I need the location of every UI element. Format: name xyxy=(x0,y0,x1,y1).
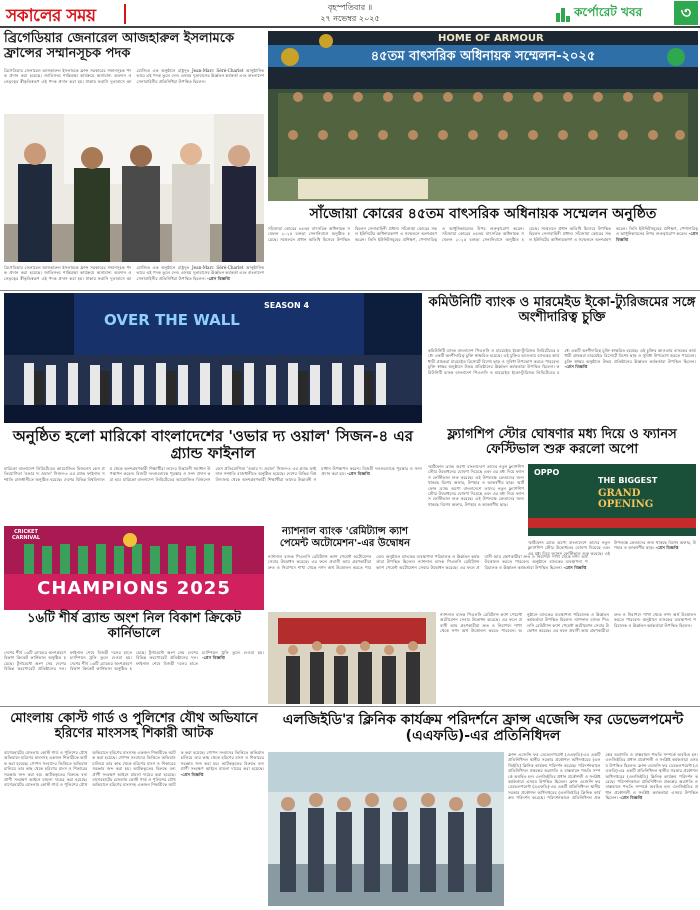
a9-headline: এলজিইডি'র ক্লিনিক কার্যক্রম পরিদর্শনে ফ্রান্স এজেন্সি ফর ডেভেলপমেন্ট (এএফডি)-এর প্রতিনিধিদল xyxy=(282,712,684,745)
a2-body: সাঁজোয়া কোরের ৪৫তম বাৎসরিক অধিনায়ক সম্মেলন ২০২৫ বগুড়া সেনানিবাসে অনুষ্ঠিত হয়েছে। সম্মেলনে প্রধান অতিথি হিসেবে উপস্থিত ছিলেন সেনাবাহিনী প্রধান। সাঁজোয়া কোরের সকল ইউনিটের অধিনায়কগণ এ সম্মেলনে অংশগ্রহণ করেন। তিনি ইউনিটসমূহের প্রশিক্ষণ, পেশাদারিত্ব ও আধুনিকায়নের উপর গুরুত্বারোপ করেন। সাঁজোয়া কোরের ৪৫তম বাৎসরিক অধিনায়ক সম্মেলন ২০২৫ বগুড়া সেনানিবাসে অনুষ্ঠিত হয়েছে। সম্মেলনে প্রধান অতিথি হিসেবে উপস্থিত ছিলেন সেনাবাহিনী প্রধান। সাঁজোয়া কোরের সকল ইউনিটের অধিনায়কগণ এ সম্মেলনে অংশগ্রহণ করেন। তিনি ইউনিটসমূহের প্রশিক্ষণ, পেশাদারিত্ব ও আধুনিকায়নের উপর গুরুত্বারোপ করেন। -প্রেস বিজ্ঞপ্তি xyxy=(268,226,698,242)
award-ceremony-image xyxy=(4,114,264,262)
a5-photo xyxy=(528,464,696,536)
a5-body-right: স্মার্টফোন ব্র্যান্ড অপো বাংলাদেশে তাদের নতুন ফ্ল্যাগশিপ স্টোর উদ্বোধনের ঘোষণা দিয়েছে এবং এর মধ্য দিয়ে ফ্যানস ফেস্টিভাল শুরু করেছে। এই উপলক্ষে ক্রেতাদের জন্য থাকছে বিশেষ অফার, উপহার ও আকর্ষণীয় ছাড়। -প্রেস বিজ্ঞপ্তি xyxy=(528,540,696,556)
a1-headline: ব্রিগেডিয়ার জেনারেল আজহারুল ইসলামকে ফ্রান্সের সম্মানসূচক পদক xyxy=(4,31,235,61)
section-title: কর্পোরেট খবর xyxy=(574,5,643,19)
armour-banner-text: HOME OF ARMOUR xyxy=(438,33,544,44)
a7-body: দেশের শীর্ষ ১৬টি ব্র্যান্ডের অংশগ্রহণে বিকাশ ক্রিকেট কার্নিভাল অনুষ্ঠিত হয়েছে। টুর্নামেন্টে অংশ নেয় দেশের বিভিন্ন করপোরেট প্রতিষ্ঠানের দল। ফাইনাল শেষে বিজয়ী দলের হাতে চ্যাম্পিয়ন ট্রফি তুলে দেওয়া হয়। দেশের শীর্ষ ১৬টি ব্র্যান্ডের অংশগ্রহণে বিকাশ ক্রিকেট কার্নিভাল অনুষ্ঠিত হয়েছে। টুর্নামেন্টে অংশ নেয় দেশের বিভিন্ন করপোরেট প্রতিষ্ঠানের দল। ফাইনাল শেষে বিজয়ী দলের হাতে চ্যাম্পিয়ন ট্রফি তুলে দেওয়া হয়। -প্রেস বিজ্ঞপ্তি xyxy=(4,650,264,672)
masthead xyxy=(0,0,700,28)
a3-photo xyxy=(4,293,422,423)
a1-photo xyxy=(4,114,264,262)
a1-caption-block: ব্রিগেডিয়ার জেনারেল আজহারুল ইসলামকে ফ্রান্স সরকারের সম্মানসূচক পদক প্রদান করা হয়েছে। জাতিসংঘ শান্তিরক্ষা কার্যক্রমে অসামান্য অবদান ও নেতৃত্বের স্বীকৃতিস্বরূপ এই পদক প্রদান করা হয়। ঢাকায় ফরাসি দূতাবাসে আয়োজিত এক অনুষ্ঠানে রাষ্ট্রদূত Jean-Marc Séré-Charlet আনুষ্ঠানিকভাবে এই পদক তুলে দেন। এসময় দূতাবাসের ঊর্ধ্বতন কর্মকর্তা এবং বাংলাদেশ সেনাবাহিনীর প্রতিনিধিরা উপস্থিত ছিলেন। -প্রেস বিজ্ঞপ্তি xyxy=(4,265,264,281)
issue-day: বৃহস্পতিবার ॥ xyxy=(327,3,373,12)
a4-body: কমিউনিটি ব্যাংক বাংলাদেশ পিএলসি ও মারমেইড ইকো-ট্যুরিজম লিমিটেডের মধ্যে একটি অংশীদারিত্ব চুক্তি স্বাক্ষরিত হয়েছে। এই চুক্তির আওতায় ব্যাংকের কার্ডধারী গ্রাহকরা মারমেইড রিসোর্টে বিশেষ ছাড় ও সুবিধা উপভোগ করতে পারবেন। চুক্তি স্বাক্ষর অনুষ্ঠানে উভয় প্রতিষ্ঠানের ঊর্ধ্বতন কর্মকর্তারা উপস্থিত ছিলেন। কমিউনিটি ব্যাংক বাংলাদেশ পিএলসি ও মারমেইড ইকো-ট্যুরিজম লিমিটেডের মধ্যে একটি অংশীদারিত্ব চুক্তি স্বাক্ষরিত হয়েছে। এই চুক্তির আওতায় ব্যাংকের কার্ডধারী গ্রাহকরা মারমেইড রিসোর্টে বিশেষ ছাড় ও সুবিধা উপভোগ করতে পারবেন। চুক্তি স্বাক্ষর অনুষ্ঠানে উভয় প্রতিষ্ঠানের ঊর্ধ্বতন কর্মকর্তারা উপস্থিত ছিলেন। -প্রেস বিজ্ঞপ্তি xyxy=(428,348,696,375)
a2-headline: সাঁজোয়া কোরের ৪৫তম বাৎসরিক অধিনায়ক সম্মেলন অনুষ্ঠিত xyxy=(309,206,657,222)
a2-photo xyxy=(268,31,698,201)
conference-event-title: ৪৫তম বাৎসরিক অধিনায়ক সম্মেলন-২০২৫ xyxy=(370,49,596,64)
a6-photo xyxy=(268,612,436,704)
page-number-badge: ৩ xyxy=(674,1,698,25)
a9-body: ফ্রান্স এজেন্সি ফর ডেভেলপমেন্ট (এএফডি)-এর একটি প্রতিনিধিদল স্থানীয় সরকার প্রকৌশল অধিদপ্তরের (এলজিইডি) ক্লিনিক কার্যক্রম পরিদর্শন করেছে। পরিদর্শনকালে প্রতিনিধিদল প্রকল্পের অগ্রগতি ও বাস্তবায়ন পদ্ধতি সম্পর্কে অবহিত হন। এলজিইডির প্রধান প্রকৌশলী ও সংশ্লিষ্ট কর্মকর্তারা এসময় উপস্থিত ছিলেন। ফ্রান্স এজেন্সি ফর ডেভেলপমেন্ট (এএফডি)-এর একটি প্রতিনিধিদল স্থানীয় সরকার প্রকৌশল অধিদপ্তরের (এলজিইডি) ক্লিনিক কার্যক্রম পরিদর্শন করেছে। পরিদর্শনকালে প্রতিনিধিদল প্রকল্পের অগ্রগতি ও বাস্তবায়ন পদ্ধতি সম্পর্কে অবহিত হন। এলজিইডির প্রধান প্রকৌশলী ও সংশ্লিষ্ট কর্মকর্তারা এসময় উপস্থিত ছিলেন। ফ্রান্স এজেন্সি ফর ডেভেলপমেন্ট (এএফডি)-এর একটি প্রতিনিধিদল স্থানীয় সরকার প্রকৌশল অধিদপ্তরের (এলজিইডি) ক্লিনিক কার্যক্রম পরিদর্শন করেছে। পরিদর্শনকালে প্রতিনিধিদল প্রকল্পের অগ্রগতি ও বাস্তবায়ন পদ্ধতি সম্পর্কে অবহিত হন। এলজিইডির প্রধান প্রকৌশলী ও সংশ্লিষ্ট কর্মকর্তারা এসময় উপস্থিত ছিলেন। -প্রেস বিজ্ঞপ্তি xyxy=(508,752,698,801)
issue-date: ২৭ নভেম্বর ২০২৫ xyxy=(320,14,380,23)
a8-headline: মোংলায় কোস্ট গার্ড ও পুলিশের যৌথ অভিযানে হরিণের মাংসসহ শিকারী আটক xyxy=(10,711,258,741)
a7-photo xyxy=(4,526,264,610)
a3-headline: অনুষ্ঠিত হলো মারিকো বাংলাদেশের 'ওভার দ্য ওয়াল' সিজন-৪ এর গ্র্যান্ড ফাইনাল xyxy=(12,427,414,463)
promo-title: THE BIGGEST xyxy=(598,476,658,485)
a9-photo xyxy=(268,752,504,906)
a5-headline: ফ্ল্যাগশিপ স্টোর ঘোষণার মধ্য দিয়ে ও ফ্যানস ফেস্টিভাল শুরু করলো অপো xyxy=(447,427,677,457)
a6-headline: ন্যাশনাল ব্যাংক 'রেমিট্যান্স ক্যাশ পেমেন্ট অটোমেশন'-এর উদ্বোধন xyxy=(279,526,411,549)
lged-visit-image xyxy=(268,752,504,906)
divider xyxy=(0,706,700,707)
a7-headline: ১৬টি শীর্ষ ব্র্যান্ড অংশ নিল বিকাশ ক্রিকেট কার্নিভালে xyxy=(27,611,241,641)
a4-headline: কমিউনিটি ব্যাংক ও মারমেইড ইকো-ট্যুরিজমের সঙ্গে অংশীদারিত্ব চুক্তি xyxy=(428,295,696,325)
building-icon xyxy=(556,6,570,22)
promo-red-ribbon xyxy=(528,518,696,528)
a1-body: ব্রিগেডিয়ার জেনারেল আজহারুল ইসলামকে ফ্রান্স সরকারের সম্মানসূচক পদক প্রদান করা হয়েছে। জাতিসংঘ শান্তিরক্ষা কার্যক্রমে অসামান্য অবদান ও নেতৃত্বের স্বীকৃতিস্বরূপ এই পদক প্রদান করা হয়। ঢাকায় ফরাসি দূতাবাসে আয়োজিত এক অনুষ্ঠানে রাষ্ট্রদূত Jean-Marc Séré-Charlet আনুষ্ঠানিকভাবে এই পদক তুলে দেন। এসময় দূতাবাসের ঊর্ধ্বতন কর্মকর্তা এবং বাংলাদেশ সেনাবাহিনীর প্রতিনিধিরা উপস্থিত ছিলেন। xyxy=(4,68,264,84)
a3-body: মারিকো বাংলাদেশ লিমিটেডের আয়োজিত বিজনেস কেস প্রতিযোগিতা 'ওভার দ্য ওয়াল' সিজন-৪ এর গ্র্যান্ড ফাইনাল সম্প্রতি রাজধানীতে অনুষ্ঠিত হয়েছে। দেশের বিভিন্ন বিশ্ববিদ্যালয় থেকে অংশগ্রহণকারী শিক্ষার্থীরা তাদের উদ্ভাবনী সমাধান উপস্থাপন করেন। বিজয়ী দলগুলোকে পুরস্কার ও সনদ প্রদান করা হয়। মারিকো বাংলাদেশ লিমিটেডের আয়োজিত বিজনেস কেস প্রতিযোগিতা 'ওভার দ্য ওয়াল' সিজন-৪ এর গ্র্যান্ড ফাইনাল সম্প্রতি রাজধানীতে অনুষ্ঠিত হয়েছে। দেশের বিভিন্ন বিশ্ববিদ্যালয় থেকে অংশগ্রহণকারী শিক্ষার্থীরা তাদের উদ্ভাবনী সমাধান উপস্থাপন করেন। বিজয়ী দলগুলোকে পুরস্কার ও সনদ প্রদান করা হয়। -প্রেস বিজ্ঞপ্তি xyxy=(4,466,422,482)
season-tag: SEASON 4 xyxy=(264,301,310,310)
section-logo xyxy=(556,4,642,24)
oppo-brand: OPPO xyxy=(534,468,560,477)
a6-body: ন্যাশনাল ব্যাংক পিএলসি রেমিট্যান্স ক্যাশ পেমেন্ট অটোমেশন সেবার উদ্বোধন করেছে। এর ফলে প্রবাসী আয় গ্রহণকারীরা দ্রুত ও নিরাপদে শাখা থেকে নগদ অর্থ উত্তোলন করতে পারবেন। অনুষ্ঠানে ব্যাংকের ব্যবস্থাপনা পরিচালক ও ঊর্ধ্বতন কর্মকর্তারা উপস্থিত ছিলেন। ন্যাশনাল ব্যাংক পিএলসি রেমিট্যান্স ক্যাশ পেমেন্ট অটোমেশন সেবার উদ্বোধন করেছে। এর ফলে প্রবাসী আয় গ্রহণকারীরা দ্রুত ও নিরাপদে শাখা থেকে নগদ অর্থ উত্তোলন করতে পারবেন। অনুষ্ঠানে ব্যাংকের ব্যবস্থাপনা পরিচালক ও ঊর্ধ্বতন কর্মকর্তারা উপস্থিত ছিলেন। -প্রেস বিজ্ঞপ্তি xyxy=(268,554,588,570)
champions-banner: CHAMPIONS 2025 xyxy=(37,578,231,599)
promo-main: GRAND OPENING xyxy=(598,488,654,510)
paper-logo: সকালের সময় xyxy=(6,6,96,26)
a5-body-left: স্মার্টফোন ব্র্যান্ড অপো বাংলাদেশে তাদের নতুন ফ্ল্যাগশিপ স্টোর উদ্বোধনের ঘোষণা দিয়েছে এবং এর মধ্য দিয়ে ফ্যানস ফেস্টিভাল শুরু করেছে। এই উপলক্ষে ক্রেতাদের জন্য থাকছে বিশেষ অফার, উপহার ও আকর্ষণীয় ছাড়। স্মার্টফোন ব্র্যান্ড অপো বাংলাদেশে তাদের নতুন ফ্ল্যাগশিপ স্টোর উদ্বোধনের ঘোষণা দিয়েছে এবং এর মধ্য দিয়ে ফ্যানস ফেস্টিভাল শুরু করেছে। এই উপলক্ষে ক্রেতাদের জন্য থাকছে বিশেষ অফার, উপহার ও আকর্ষণীয় ছাড়। xyxy=(428,464,524,507)
divider xyxy=(0,290,700,291)
a8-body: বাগেরহাটের মোংলায় কোস্ট গার্ড ও পুলিশের যৌথ অভিযানে হরিণের মাংসসহ একজন শিকারীকে আটক করা হয়েছে। গোপন সংবাদের ভিত্তিতে অভিযান চালিয়ে তার কাছ থেকে হরিণের মাংস ও শিকারের সরঞ্জাম জব্দ করা হয়। আটককৃতের বিরুদ্ধে বন্যপ্রাণী সংরক্ষণ আইনে মামলা দায়ের করা হয়েছে। বাগেরহাটের মোংলায় কোস্ট গার্ড ও পুলিশের যৌথ অভিযানে হরিণের মাংসসহ একজন শিকারীকে আটক করা হয়েছে। গোপন সংবাদের ভিত্তিতে অভিযান চালিয়ে তার কাছ থেকে হরিণের মাংস ও শিকারের সরঞ্জাম জব্দ করা হয়। আটককৃতের বিরুদ্ধে বন্যপ্রাণী সংরক্ষণ আইনে মামলা দায়ের করা হয়েছে। বাগেরহাটের মোংলায় কোস্ট গার্ড ও পুলিশের যৌথ অভিযানে হরিণের মাংসসহ একজন শিকারীকে আটক করা হয়েছে। গোপন সংবাদের ভিত্তিতে অভিযান চালিয়ে তার কাছ থেকে হরিণের মাংস ও শিকারের সরঞ্জাম জব্দ করা হয়। আটককৃতের বিরুদ্ধে বন্যপ্রাণী সংরক্ষণ আইনে মামলা দায়ের করা হয়েছে। -প্রেস বিজ্ঞপ্তি xyxy=(4,750,264,788)
over-the-wall-banner: OVER THE WALL xyxy=(104,311,240,329)
carnival-badge: CRICKET CARNIVAL xyxy=(11,529,41,541)
a6-body-lower: ন্যাশনাল ব্যাংক পিএলসি রেমিট্যান্স ক্যাশ পেমেন্ট অটোমেশন সেবার উদ্বোধন করেছে। এর ফলে প্রবাসী আয় গ্রহণকারীরা দ্রুত ও নিরাপদে শাখা থেকে নগদ অর্থ উত্তোলন করতে পারবেন। অনুষ্ঠানে ব্যাংকের ব্যবস্থাপনা পরিচালক ও ঊর্ধ্বতন কর্মকর্তারা উপস্থিত ছিলেন। ন্যাশনাল ব্যাংক পিএলসি রেমিট্যান্স ক্যাশ পেমেন্ট অটোমেশন সেবার উদ্বোধন করেছে। এর ফলে প্রবাসী আয় গ্রহণকারীরা দ্রুত ও নিরাপদে শাখা থেকে নগদ অর্থ উত্তোলন করতে পারবেন। অনুষ্ঠানে ব্যাংকের ব্যবস্থাপনা পরিচালক ও ঊর্ধ্বতন কর্মকর্তারা উপস্থিত ছিলেন। xyxy=(440,612,696,634)
national-bank-image xyxy=(268,612,436,704)
